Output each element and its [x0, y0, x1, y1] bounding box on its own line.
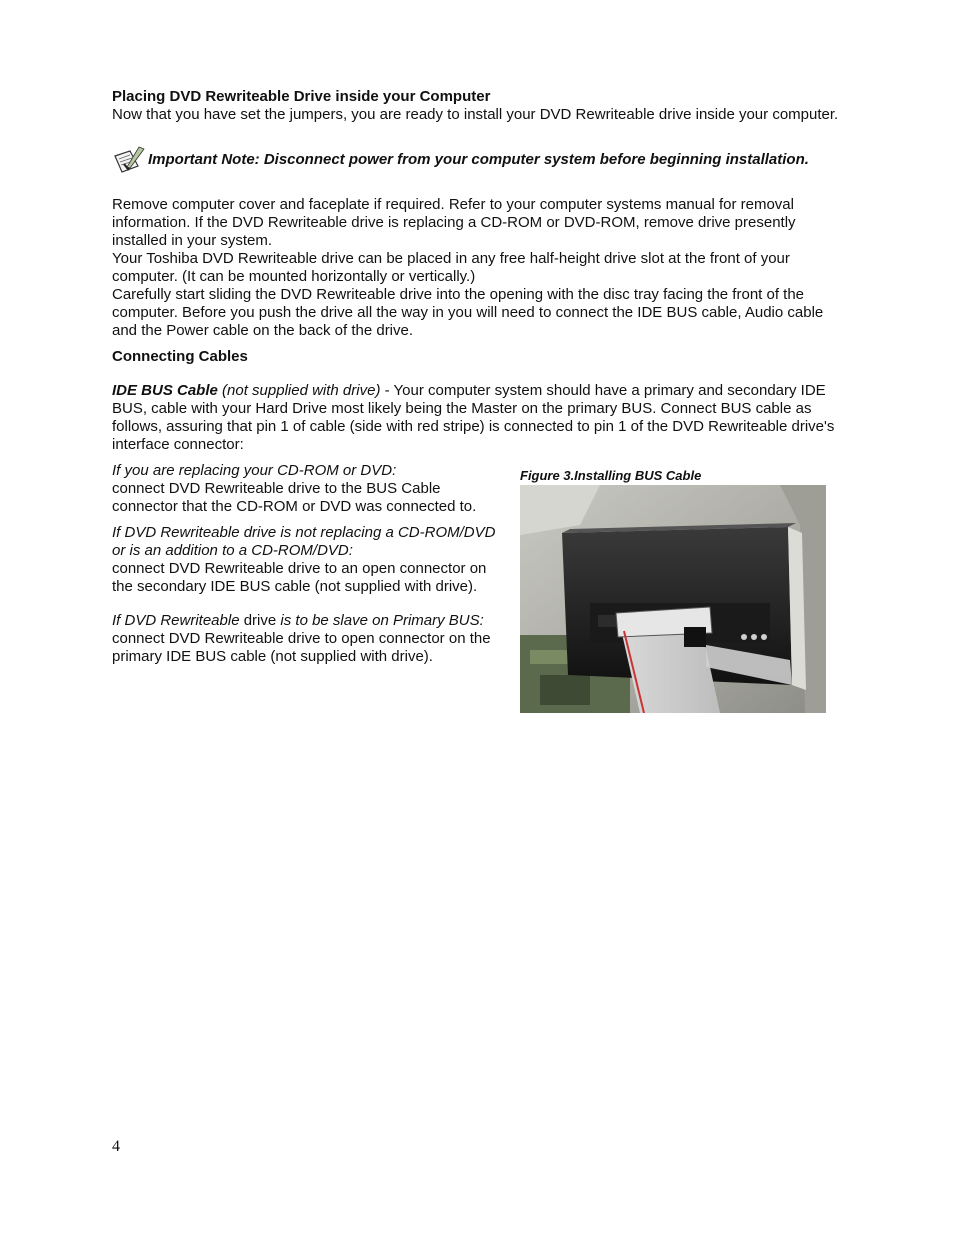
- page-number: 4: [112, 1138, 120, 1155]
- ide-cable-paragraph: [112, 382, 842, 454]
- ide-cable-text: - Your computer system should have a primary and secondary IDE BUS, cable with your Hard Drive most likely being the Master on the primary BUS. Connect BUS cable as follows, assuring that pin 1 of cable (side with red stripe) is connected to pin 1 of the DVD Rewriteable drive's interface connector:: [112, 382, 835, 453]
- figure-installing-bus-cable: [520, 468, 826, 713]
- section-title: Placing DVD Rewriteable Drive inside your Computer: [112, 88, 491, 105]
- instruction-paragraph-1: Remove computer cover and faceplate if required. Refer to your computer systems manual for removal information. If the DVD Rewriteable drive is replacing a CD-ROM or DVD-ROM, remove drive presently installed in your system.: [112, 196, 796, 249]
- cases-list: [112, 462, 504, 674]
- case-condition-part: drive: [239, 612, 281, 629]
- case-condition-part: is to be slave on Primary BUS:: [280, 612, 484, 629]
- instruction-paragraph-2: Your Toshiba DVD Rewriteable drive can be placed in any free half-height drive slot at the front of your computer. (It can be mounted horizontally or vertically.): [112, 250, 790, 285]
- ide-cable-note: (not supplied with drive): [222, 382, 381, 399]
- intro-paragraph: Now that you have set the jumpers, you are ready to install your DVD Rewriteable drive inside your computer.: [112, 106, 839, 123]
- case-condition: If DVD Rewriteable drive is not replacing a CD-ROM/DVD or is an addition to a CD-ROM/DVD:: [112, 524, 496, 559]
- drive-photo: [520, 485, 826, 713]
- case-slave: [112, 612, 504, 666]
- cables-title: Connecting Cables: [112, 348, 248, 365]
- case-action: connect DVD Rewriteable drive to open connector on the primary IDE BUS cable (not supplied with drive).: [112, 630, 491, 665]
- case-condition: [112, 612, 504, 630]
- figure-caption: Figure 3.Installing BUS Cable: [520, 468, 702, 483]
- case-addition: [112, 524, 504, 596]
- case-action: connect DVD Rewriteable drive to an open connector on the secondary IDE BUS cable (not supplied with drive).: [112, 560, 487, 595]
- cases-and-figure: [112, 462, 842, 722]
- case-condition: If you are replacing your CD-ROM or DVD:: [112, 462, 397, 479]
- note-pencil-icon: [112, 146, 146, 174]
- case-replacing: [112, 462, 504, 516]
- note-text: Important Note: Disconnect power from your computer system before beginning installation.: [148, 151, 809, 168]
- document-page: [112, 88, 842, 722]
- important-note: [112, 146, 842, 174]
- case-condition-part: If DVD Rewriteable: [112, 612, 240, 629]
- ide-cable-label: IDE BUS Cable: [112, 382, 218, 399]
- instruction-paragraph-3: Carefully start sliding the DVD Rewriteable drive into the opening with the disc tray facing the front of the computer. Before you push the drive all the way in you will need to connect the IDE BUS cable, Audio cable and the Power cable on the back of the drive.: [112, 286, 824, 339]
- case-action: connect DVD Rewriteable drive to the BUS Cable connector that the CD-ROM or DVD was connected to.: [112, 480, 477, 515]
